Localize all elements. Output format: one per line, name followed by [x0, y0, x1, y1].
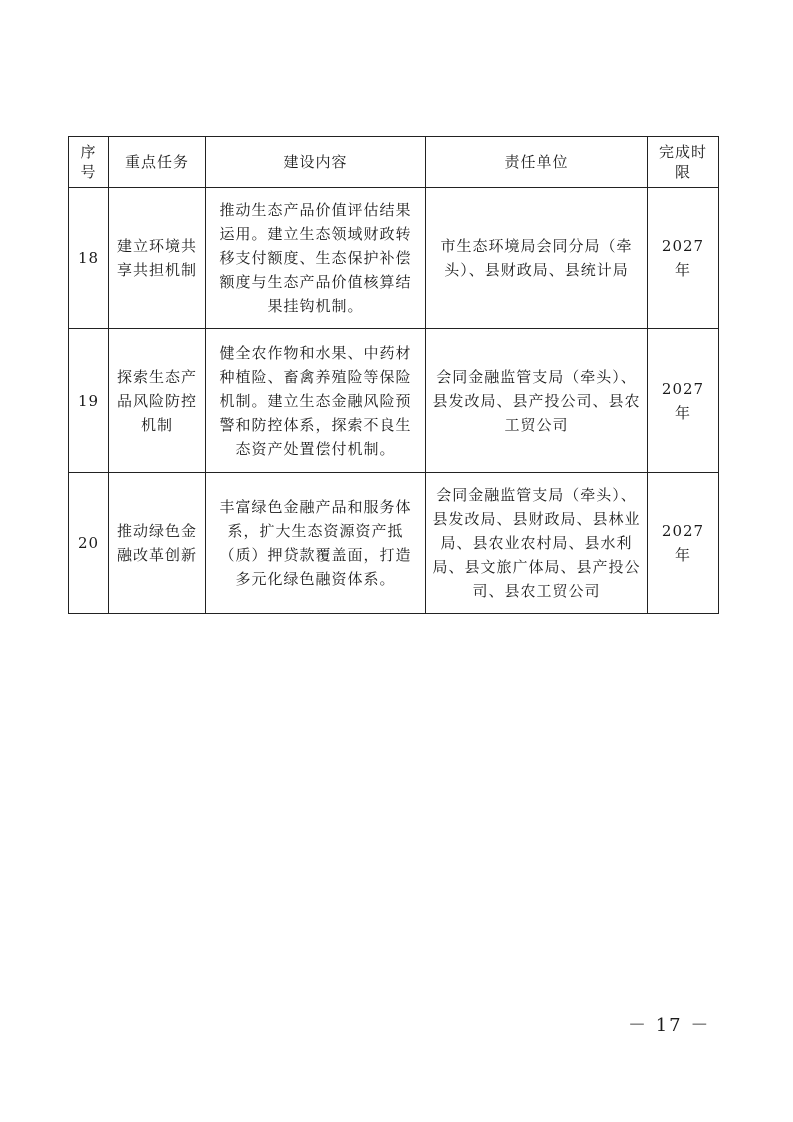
- row-deadline: 2027年: [648, 473, 719, 614]
- row-deadline: 2027年: [648, 188, 719, 329]
- row-key-task: 建立环境共享共担机制: [109, 188, 206, 329]
- row-serial-number: 19: [69, 329, 109, 473]
- table-row: [69, 188, 719, 329]
- row-content: 丰富绿色金融产品和服务体系，扩大生态资源资产抵（质）押贷款覆盖面，打造多元化绿色融资体系。: [206, 473, 426, 614]
- table-header-row: [69, 137, 719, 188]
- row-serial-number: 20: [69, 473, 109, 614]
- header-serial-number: 序号: [69, 137, 109, 188]
- row-responsible-unit: 市生态环境局会同分局（牵头）、县财政局、县统计局: [426, 188, 648, 329]
- task-table: [68, 136, 719, 614]
- row-key-task: 探索生态产品风险防控机制: [109, 329, 206, 473]
- header-deadline: 完成时限: [648, 137, 719, 188]
- table-row: [69, 329, 719, 473]
- header-key-task: 重点任务: [109, 137, 206, 188]
- page-number: － 17 －: [628, 1015, 711, 1036]
- header-responsible-unit: 责任单位: [426, 137, 648, 188]
- row-content: 健全农作物和水果、中药材种植险、畜禽养殖险等保险机制。建立生态金融风险预警和防控体系，探索不良生态资产处置偿付机制。: [206, 329, 426, 473]
- row-key-task: 推动绿色金融改革创新: [109, 473, 206, 614]
- row-deadline: 2027年: [648, 329, 719, 473]
- row-responsible-unit: 会同金融监管支局（牵头）、县发改局、县产投公司、县农工贸公司: [426, 329, 648, 473]
- table-row: [69, 473, 719, 614]
- header-content: 建设内容: [206, 137, 426, 188]
- row-serial-number: 18: [69, 188, 109, 329]
- row-content: 推动生态产品价值评估结果运用。建立生态领域财政转移支付额度、生态保护补偿额度与生态产品价值核算结果挂钩机制。: [206, 188, 426, 329]
- row-responsible-unit: 会同金融监管支局（牵头）、县发改局、县财政局、县林业局、县农业农村局、县水利局、县文旅广体局、县产投公司、县农工贸公司: [426, 473, 648, 614]
